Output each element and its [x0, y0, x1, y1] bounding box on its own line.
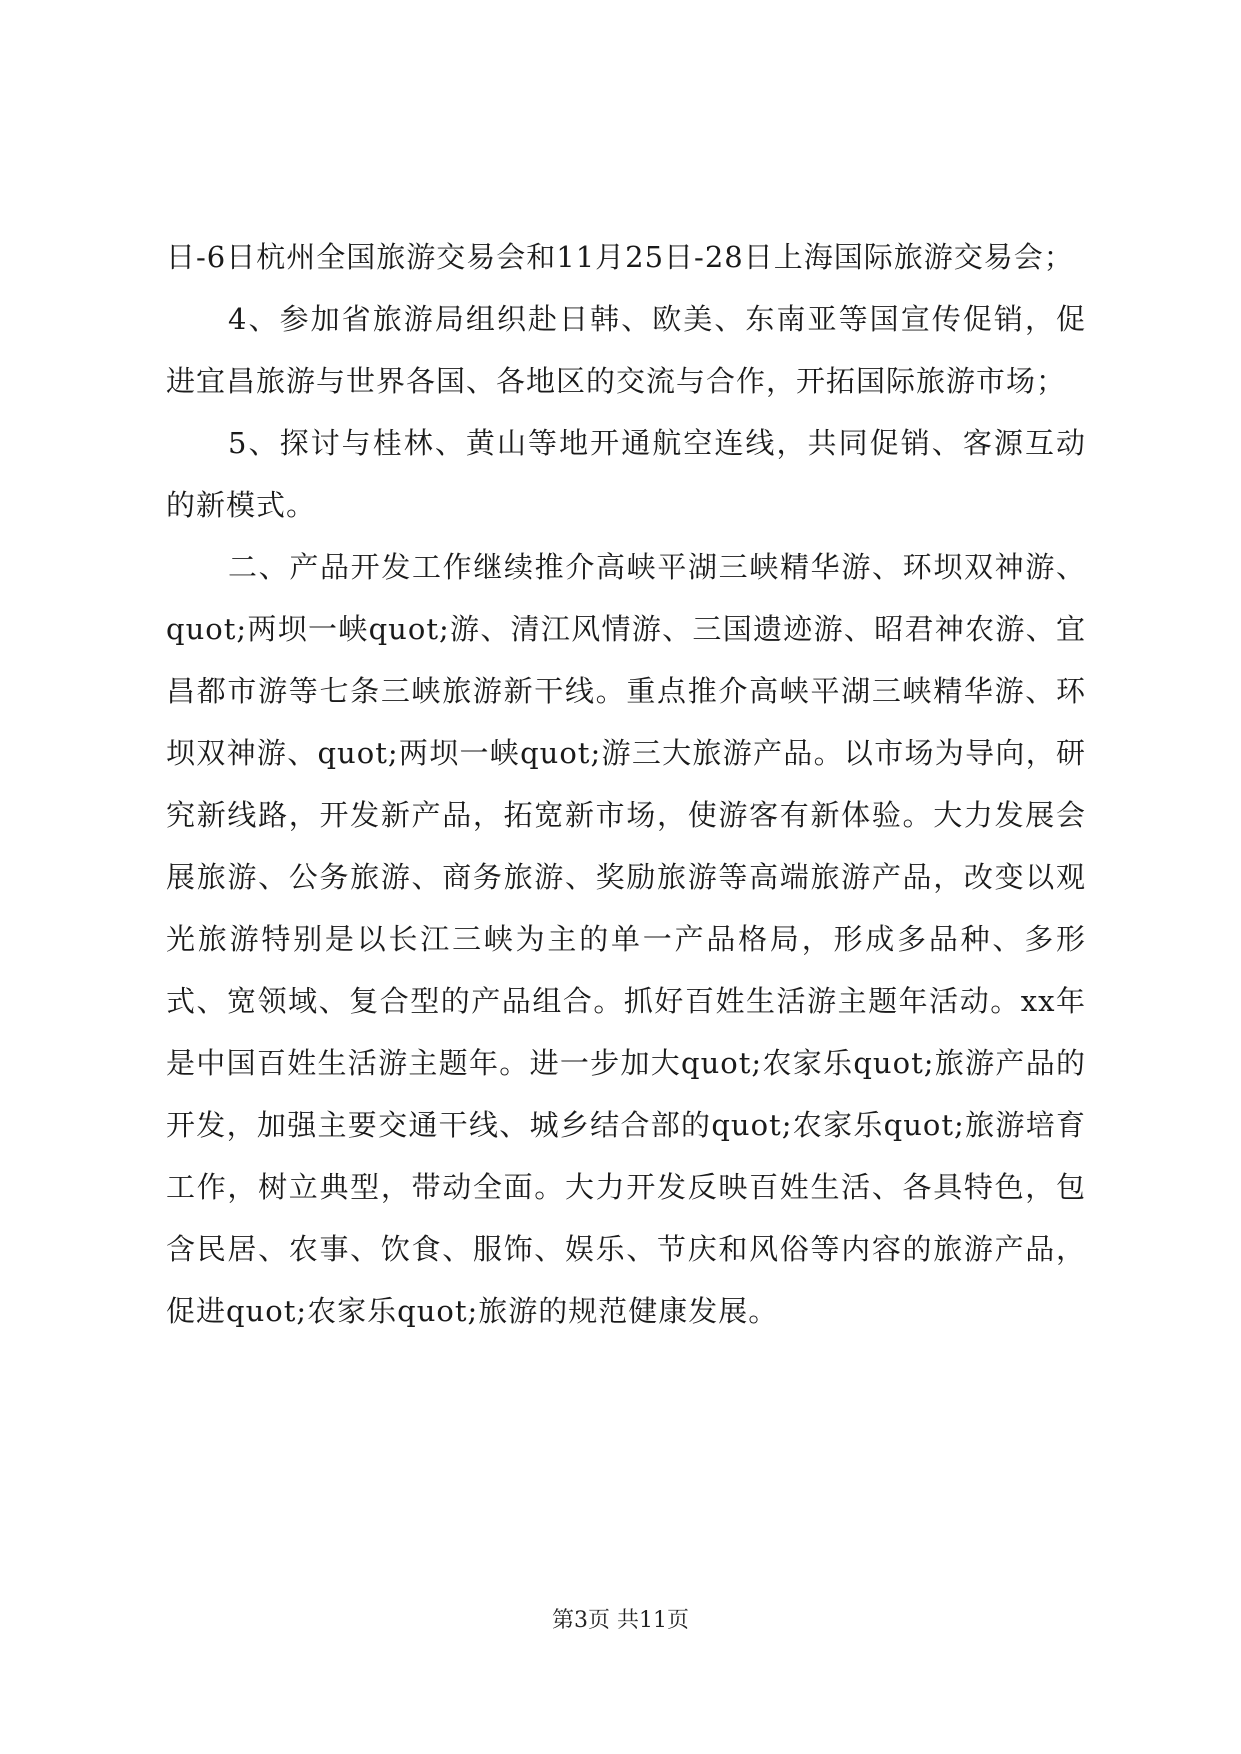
paragraph-item-5: 5、探讨与桂林、黄山等地开通航空连线，共同促销、客源互动的新模式。 — [166, 426, 1086, 522]
paragraph-continuation: 日-6日杭州全国旅游交易会和11月25日-28日上海国际旅游交易会； — [166, 240, 1074, 274]
paragraph-product-development: 二、产品开发工作继续推介高峡平湖三峡精华游、环坝双神游、quot;两坝一峡quot;游、清江风情游、三国遗迹游、昭君神农游、宜昌都市游等七条三峡旅游新干线。重点推介高峡平湖三峡精华游、环坝双神游、quot;两坝一峡quot;游三大旅游产品。以市场为导向，研究新线路，开发新产品，拓宽新市场，使游客有新体验。大力发展会展旅游、公务旅游、商务旅游、奖励旅游等高端旅游产品，改变以观光旅游特别是以长江三峡为主的单一产品格局，形成多品种、多形式、宽领域、复合型的产品组合。抓好百姓生活游主题年活动。xx年是中国百姓生活游主题年。进一步加大quot;农家乐quot;旅游产品的开发，加强主要交通干线、城乡结合部的quot;农家乐quot;旅游培育工作，树立典型，带动全面。大力开发反映百姓生活、各具特色，包含民居、农事、饮食、服饰、娱乐、节庆和风俗等内容的旅游产品，促进quot;农家乐quot;旅游的规范健康发展。 — [166, 550, 1086, 1328]
paragraph-item-4: 4、参加省旅游局组织赴日韩、欧美、东南亚等国宣传促销，促进宜昌旅游与世界各国、各地区的交流与合作，开拓国际旅游市场； — [166, 302, 1086, 398]
page-number-footer: 第3页 共11页 — [552, 1608, 689, 1633]
document-body — [166, 226, 1086, 1342]
